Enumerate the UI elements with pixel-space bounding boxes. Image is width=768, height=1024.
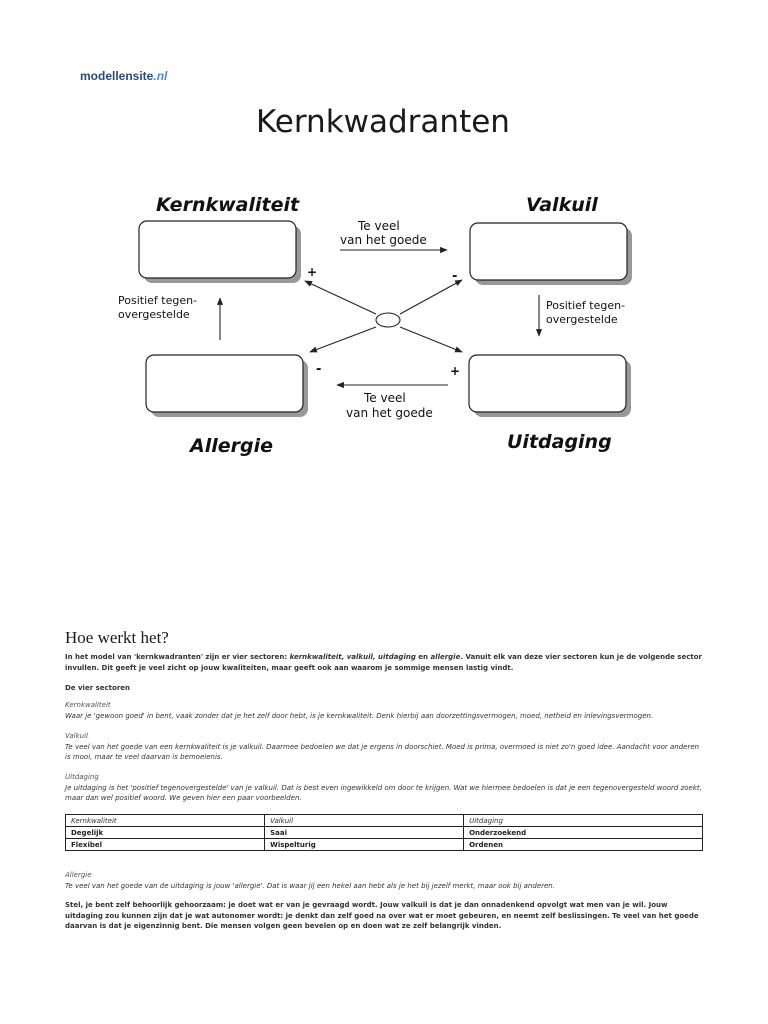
right-arrow-line2: overgestelde <box>546 313 618 326</box>
table-cell: Saai <box>265 827 464 839</box>
table-header: Uitdaging <box>464 815 703 827</box>
closing-paragraph: Stel, je bent zelf behoorlijk gehoorzaam: je doet wat er van je gevraagd wordt. Jouw valkuil is dat je dan onnadenkend opvolgt wat men van je wil. Jouw uitdaging zou kunnen zijn dat je wat autonomer wordt: je denkt dan zelf goed na over wat er moet gebeuren, en neemt zelf beslissingen. Te veel van het goede daarvan is dat je eigenzinnig bent. Die mensen volgen geen bevelen op en doen wat ze zelf belangrijk vinden. <box>65 901 699 930</box>
label-allergie: Allergie <box>190 435 273 457</box>
diagonal-arrow-bottom-left <box>310 327 376 352</box>
label-kernkwaliteit: Kernkwaliteit <box>156 194 300 216</box>
sign-bottom-right: + <box>450 364 461 378</box>
table-cell: Wispelturig <box>265 839 464 851</box>
diagonal-arrow-top-left <box>305 281 376 314</box>
intro-paragraph <box>65 652 705 673</box>
center-node <box>376 313 400 327</box>
table-cell: Flexibel <box>66 839 265 851</box>
item-allergie <box>65 870 705 891</box>
diagonal-arrow-top-right <box>400 280 462 314</box>
item-title: Valkuil <box>65 732 88 740</box>
logo-name: modellensite <box>80 69 154 83</box>
logo-tld: .nl <box>153 69 168 83</box>
label-uitdaging: Uitdaging <box>507 431 612 453</box>
table-header: Kernkwaliteit <box>66 815 265 827</box>
item-text: Waar je 'gewoon goed' in bent, vaak zonder dat je het zelf door hebt, is je kernkwaliteit. Denk hierbij aan doorzettingsvermogen, moed, netheid en inlevingsvermogen. <box>65 711 654 720</box>
item-kernkwaliteit <box>65 700 705 721</box>
bottom-arrow-line2: van het goede <box>346 406 433 420</box>
left-arrow-line1: Positief tegen- <box>118 294 198 307</box>
table-cell: Ordenen <box>464 839 703 851</box>
item-text: Je uitdaging is het 'positief tegenovergestelde' van je valkuil. Dat is best even ingewikkeld om door te krijgen. Wat we hiermee bedoelen is dat je een tegenovergesteld woord zoekt, maar dan wel positief woord. We geven hier een paar voorbeelden. <box>65 783 702 802</box>
label-valkuil: Valkuil <box>526 194 598 216</box>
intro-text-b: en <box>415 653 431 661</box>
item-text: Te veel van het goede van een kernkwaliteit is je valkuil. Daarmee bedoelen we dat je ergens in doorschiet. Moed is prima, overmoed is niet zo'n goed idee. Aandacht voor anderen is mooi, maar te veel daarvan is bemoeienis. <box>65 742 700 761</box>
item-valkuil <box>65 731 705 763</box>
intro-text-italic2: allergie <box>430 653 461 661</box>
item-title: Uitdaging <box>65 773 99 781</box>
sign-bottom-left: - <box>316 362 322 377</box>
examples-table <box>65 814 703 851</box>
sign-top-left: + <box>307 265 318 279</box>
table-header: Valkuil <box>265 815 464 827</box>
box-valkuil <box>470 223 632 285</box>
left-arrow-line2: overgestelde <box>118 308 190 321</box>
right-arrow-line1: Positief tegen- <box>546 299 626 312</box>
top-arrow-line2: van het goede <box>340 233 427 247</box>
table-cell: Degelijk <box>66 827 265 839</box>
section-heading: Hoe werkt het? <box>65 628 169 647</box>
box-kernkwaliteit <box>139 221 301 283</box>
bottom-arrow-line1: Te veel <box>364 391 406 405</box>
table-row <box>66 827 703 839</box>
box-uitdaging <box>469 355 631 417</box>
item-uitdaging <box>65 772 705 804</box>
core-quadrant-diagram <box>0 170 768 470</box>
item-title: Allergie <box>65 871 92 879</box>
table-row <box>66 839 703 851</box>
sign-top-right: - <box>452 269 458 284</box>
table-header-row <box>66 815 703 827</box>
intro-text-italic: kernkwaliteit, valkuil, uitdaging <box>289 653 416 661</box>
diagonal-arrow-bottom-right <box>400 327 462 352</box>
page-title: Kernkwadranten <box>256 104 510 140</box>
table-cell: Onderzoekend <box>464 827 703 839</box>
subheading: De vier sectoren <box>65 684 130 692</box>
intro-text-a: In het model van 'kernkwadranten' zijn er vier sectoren: <box>65 653 290 661</box>
item-text: Te veel van het goede van de uitdaging is jouw 'allergie'. Dat is waar jij een hekel aan hebt als je het bij jezelf merkt, maar ook bij anderen. <box>65 881 555 890</box>
top-arrow-line1: Te veel <box>358 219 400 233</box>
intro-text-c: . Vanuit elk van deze vier sectoren kun je de volgende sector invullen. Dit geeft je veel zicht op jouw kwaliteiten, maar geeft ook aan waarom je sommige mensen lastig vindt. <box>65 653 702 672</box>
box-allergie <box>146 355 308 417</box>
site-logo <box>80 69 167 83</box>
item-title: Kernkwaliteit <box>65 701 111 709</box>
